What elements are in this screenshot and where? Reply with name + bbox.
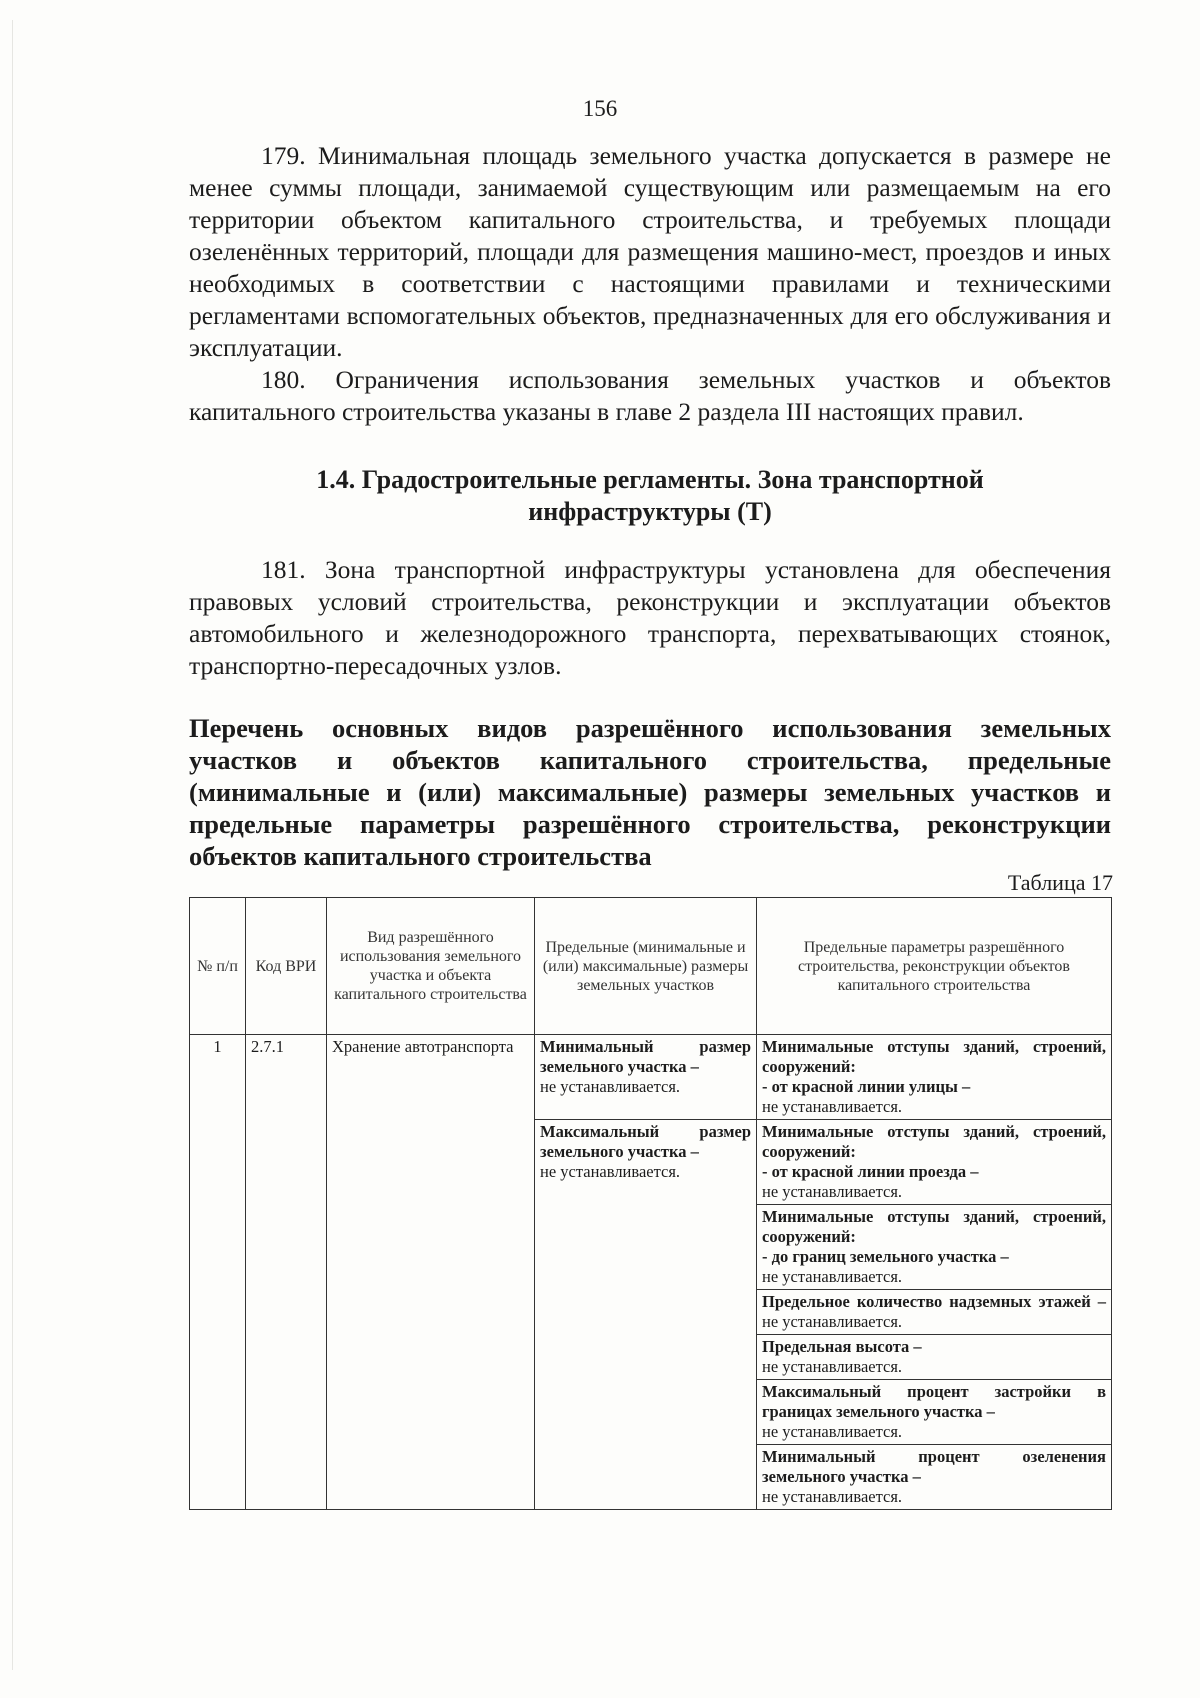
- section-heading: [189, 464, 1111, 528]
- header-num: № п/п: [190, 898, 246, 1035]
- building-percent-label: Максимальный процент застройки в границах земельного участка –: [762, 1382, 1106, 1421]
- green-percent-label: Минимальный процент озеленения земельного участка –: [762, 1447, 1106, 1486]
- max-size-label: Максимальный размер земельного участка –: [540, 1122, 751, 1161]
- header-kind: Вид разрешённого использования земельного участка и объекта капитального строительства: [327, 898, 535, 1035]
- page-edge: [12, 20, 13, 1670]
- cell-floors: [757, 1290, 1112, 1335]
- setback-border-detail: - до границ земельного участка –: [762, 1247, 1009, 1266]
- green-percent-value: не устанавливается.: [762, 1487, 903, 1506]
- cell-max-size: [535, 1120, 757, 1510]
- cell-code: 2.7.1: [246, 1035, 327, 1510]
- min-size-label: Минимальный размер земельного участка –: [540, 1037, 751, 1076]
- section-heading-line2: инфраструктуры (Т): [528, 497, 772, 526]
- setback-passage-value: не устанавливается.: [762, 1182, 903, 1201]
- setback-street-detail: - от красной линии улицы –: [762, 1077, 971, 1096]
- setback-border-label: Минимальные отступы зданий, строений, сооружений:: [762, 1207, 1106, 1246]
- cell-building-percent: [757, 1380, 1112, 1445]
- cell-setback-street: [757, 1035, 1112, 1120]
- height-value: не устанавливается.: [762, 1357, 903, 1376]
- cell-min-size: [535, 1035, 757, 1120]
- cell-kind: Хранение автотранспорта: [327, 1035, 535, 1510]
- header-code: Код ВРИ: [246, 898, 327, 1035]
- cell-green-percent: [757, 1445, 1112, 1510]
- setback-street-value: не устанавливается.: [762, 1097, 903, 1116]
- regulations-table: [189, 897, 1112, 1510]
- height-label: Предельная высота –: [762, 1337, 922, 1356]
- setback-border-value: не устанавливается.: [762, 1267, 903, 1286]
- building-percent-value: не устанавливается.: [762, 1422, 903, 1441]
- min-size-value: не устанавливается.: [540, 1077, 681, 1096]
- paragraph-181-text: 181. Зона транспортной инфраструктуры установлена для обеспечения правовых условий строительства, реконструкции и эксплуатации объектов автомобильного и железнодорожного транспорта, перехватывающих стоянок, транспортно-пересадочных узлов.: [189, 555, 1111, 680]
- paragraph-179-text: 179. Минимальная площадь земельного участка допускается в размере не менее суммы площади, занимаемой существующим или размещаемым на его территории объектом капитального строительства, и требуемых площади озеленённых территорий, площади для размещения машино-мест, проездов и иных необходимых в соответствии с настоящими правилами и техническими регламентами вспомогательных объектов, предназначенных для его обслуживания и эксплуатации.: [189, 141, 1111, 362]
- setback-passage-detail: - от красной линии проезда –: [762, 1162, 979, 1181]
- cell-setback-border: [757, 1205, 1112, 1290]
- floors-value: не устанавливается.: [762, 1312, 903, 1331]
- header-params: Предельные параметры разрешённого строительства, реконструкции объектов капитального строительства: [757, 898, 1112, 1035]
- cell-num: 1: [190, 1035, 246, 1510]
- paragraph-181: [189, 554, 1111, 682]
- table-header-row: [190, 898, 1112, 1035]
- paragraph-179: [189, 140, 1111, 364]
- cell-height: [757, 1335, 1112, 1380]
- floors-label: Предельное количество надземных этажей –: [762, 1292, 1106, 1311]
- section-heading-line1: 1.4. Градостроительные регламенты. Зона транспортной: [316, 465, 984, 494]
- max-size-value: не устанавливается.: [540, 1162, 681, 1181]
- list-heading: Перечень основных видов разрешённого использования земельных участков и объектов капитального строительства, предельные (минимальные и (или) максимальные) размеры земельных участков и предельные параметры разрешённого строительства, реконструкции объектов капитального строительства: [189, 713, 1111, 871]
- setback-street-label: Минимальные отступы зданий, строений, сооружений:: [762, 1037, 1106, 1076]
- paragraph-180: [189, 364, 1111, 428]
- paragraph-180-text: 180. Ограничения использования земельных участков и объектов капитального строительства указаны в главе 2 раздела III настоящих правил.: [189, 365, 1111, 426]
- page-number: 156: [582, 96, 618, 121]
- table-caption: Таблица 17: [1007, 870, 1113, 895]
- header-sizes: Предельные (минимальные и (или) максимальные) размеры земельных участков: [535, 898, 757, 1035]
- setback-passage-label: Минимальные отступы зданий, строений, сооружений:: [762, 1122, 1106, 1161]
- table-row: [190, 1035, 1112, 1120]
- cell-setback-passage: [757, 1120, 1112, 1205]
